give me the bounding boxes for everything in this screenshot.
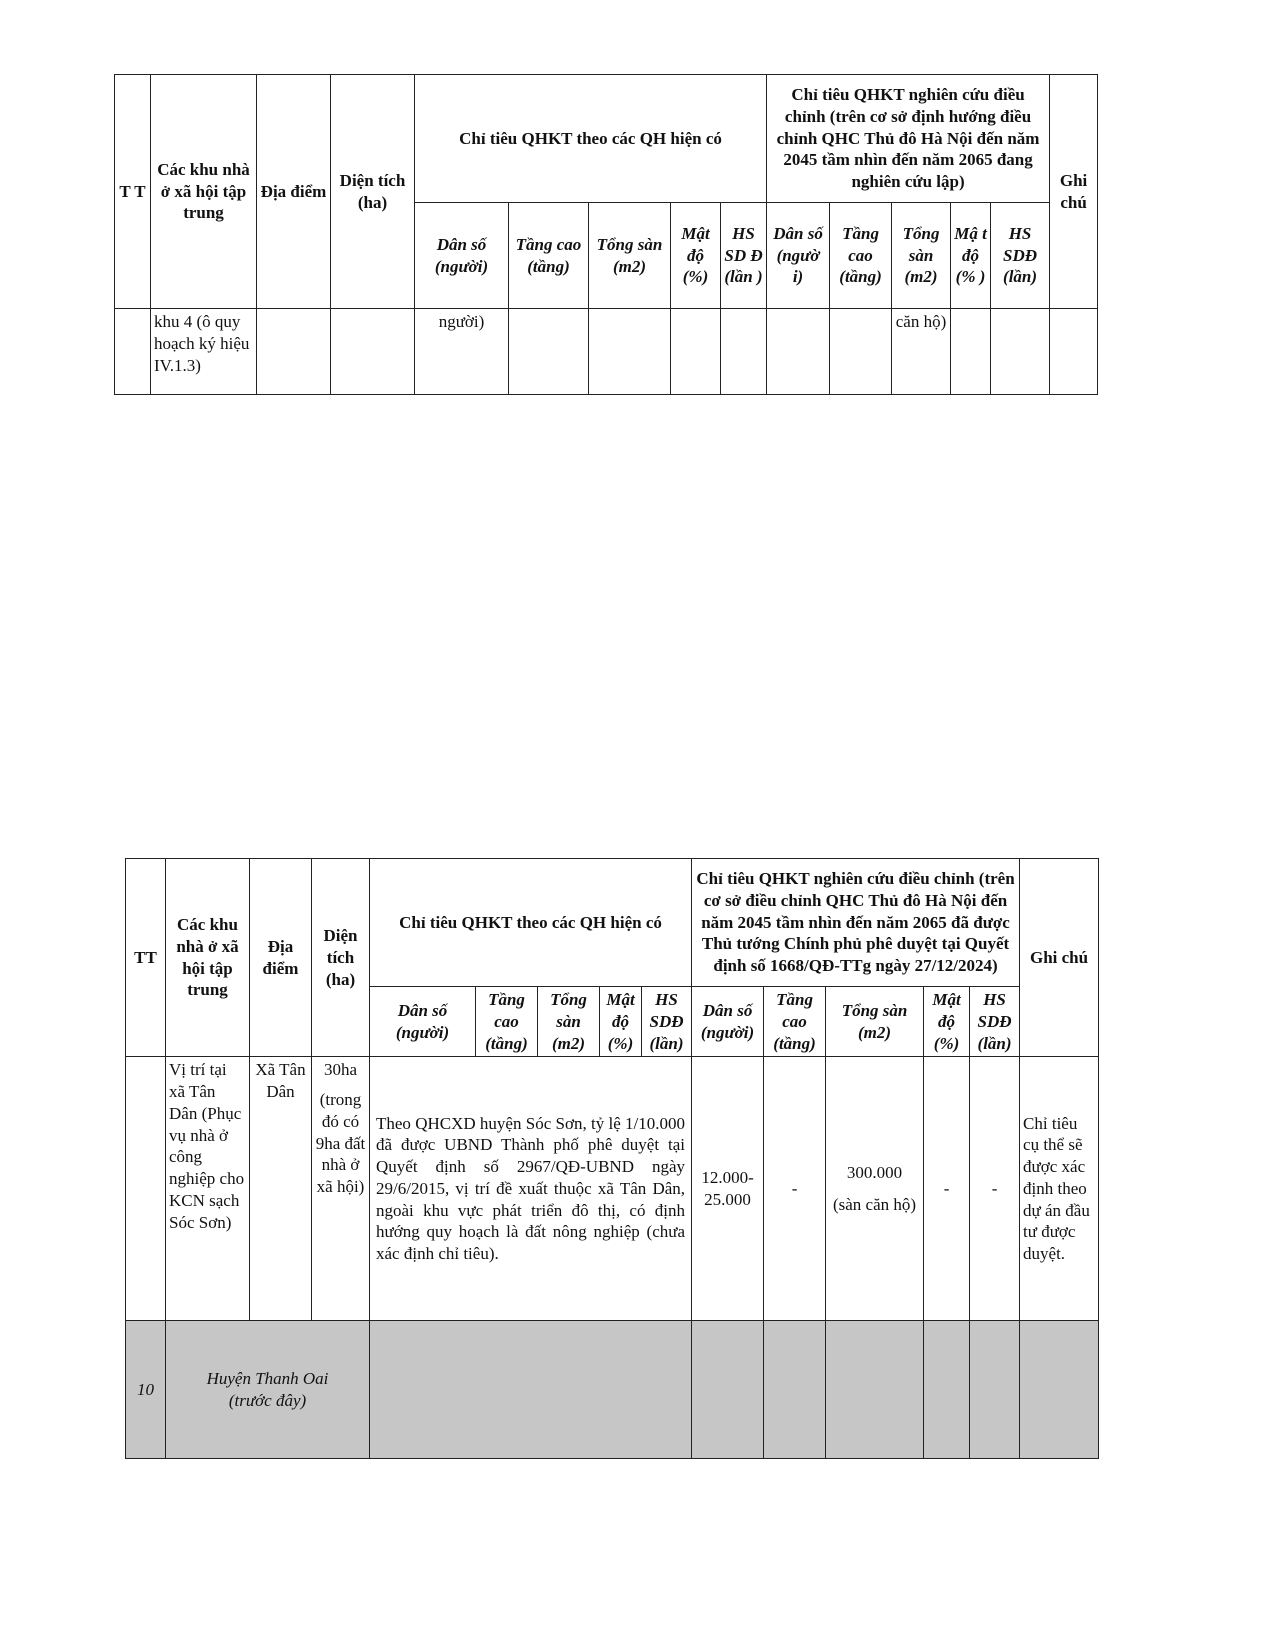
sub-header-mat-do-adjust: Mật độ (%) (924, 987, 970, 1057)
tong-san-value: 300.000 (846, 1163, 903, 1182)
sub-header-dan-so-adjust: Dân số (ngườ i) (767, 203, 830, 309)
cell-hs-sdd (721, 309, 767, 395)
cell-tang-cao-adjust (830, 309, 892, 395)
cell-tong-san-adjust (826, 1057, 924, 1321)
cell-tang-cao-adjust: - (764, 1057, 826, 1321)
cell-dien-tich (331, 309, 415, 395)
cell-tong-san (589, 309, 671, 395)
sub-header-tang-cao: Tầng cao (tầng) (509, 203, 589, 309)
cell-mat-do-adjust: - (924, 1057, 970, 1321)
planning-table-1 (114, 74, 1098, 395)
cell-existing-text: Theo QHCXD huyện Sóc Sơn, tỷ lệ 1/10.000 đã được UBND Thành phố phê duyệt tại Quyết định số 2967/QĐ-UBND ngày 29/6/2015, vị trí đề xuất thuộc xã Tân Dân, ngoài khu vực phát triển đô thị, có định hướng quy hoạch là đất nông nghiệp (chưa xác định chỉ tiêu). (370, 1057, 692, 1321)
cell-dia-diem: Xã Tân Dân (250, 1057, 312, 1321)
cell-hs-sdd-adjust: - (970, 1057, 1020, 1321)
sub-header-tong-san-adjust: Tổng sàn (m2) (892, 203, 951, 309)
dien-tich-value: 30ha (323, 1060, 358, 1080)
group-header-existing: Chỉ tiêu QHKT theo các QH hiện có (370, 859, 692, 987)
col-header-tt: TT (126, 859, 166, 1057)
group-row-tt: 10 (126, 1321, 166, 1459)
sub-header-hs-sdd: HS SDĐ (lần) (642, 987, 692, 1057)
group-row-cell (826, 1321, 924, 1459)
sub-header-hs-sdd: HS SD Đ (lần ) (721, 203, 767, 309)
sub-header-mat-do: Mật độ (%) (671, 203, 721, 309)
group-header-existing: Chỉ tiêu QHKT theo các QH hiện có (415, 75, 767, 203)
cell-tang-cao (509, 309, 589, 395)
group-header-adjust: Chỉ tiêu QHKT nghiên cứu điều chỉnh (trên cơ sở định hướng điều chỉnh QHC Thủ đô Hà Nội đến năm 2045 tầm nhìn đến năm 2065 đang nghiên cứu lập) (767, 75, 1050, 203)
cell-ghi-chu: Chỉ tiêu cụ thể sẽ được xác định theo dự án đầu tư được duyệt. (1020, 1057, 1099, 1321)
sub-header-tang-cao-adjust: Tầng cao (tầng) (764, 987, 826, 1057)
cell-dan-so: người) (415, 309, 509, 395)
sub-header-tang-cao: Tầng cao (tầng) (476, 987, 538, 1057)
sub-header-tong-san: Tổng sàn (m2) (589, 203, 671, 309)
sub-header-mat-do: Mật độ (%) (600, 987, 642, 1057)
sub-header-dan-so: Dân số (người) (415, 203, 509, 309)
cell-mat-do-adjust (951, 309, 991, 395)
col-header-dia-diem: Địa điểm (257, 75, 331, 309)
col-header-dien-tich: Diện tích (ha) (331, 75, 415, 309)
sub-header-tong-san-adjust: Tổng sàn (m2) (826, 987, 924, 1057)
col-header-dien-tich: Diện tích (ha) (312, 859, 370, 1057)
col-header-tt: T T (115, 75, 151, 309)
group-row-name: Huyện Thanh Oai (trước đây) (166, 1321, 370, 1459)
cell-hs-sdd-adjust (991, 309, 1050, 395)
group-row-cell (764, 1321, 826, 1459)
sub-header-tang-cao-adjust: Tầng cao (tầng) (830, 203, 892, 309)
group-header-adjust: Chỉ tiêu QHKT nghiên cứu điều chỉnh (trên cơ sở điều chỉnh QHC Thủ đô Hà Nội đến năm 2045 tầm nhìn đến năm 2065 đã được Thủ tướng Chính phủ phê duyệt tại Quyết định số 1668/QĐ-TTg ngày 27/12/2024) (692, 859, 1020, 987)
col-header-khu: Các khu nhà ở xã hội tập trung (151, 75, 257, 309)
col-header-ghi-chu: Ghi chú (1050, 75, 1098, 309)
col-header-khu: Các khu nhà ở xã hội tập trung (166, 859, 250, 1057)
cell-khu: Vị trí tại xã Tân Dân (Phục vụ nhà ở công nghiệp cho KCN sạch Sóc Sơn) (166, 1057, 250, 1321)
cell-dia-diem (257, 309, 331, 395)
col-header-ghi-chu: Ghi chú (1020, 859, 1099, 1057)
cell-mat-do (671, 309, 721, 395)
planning-table-2 (125, 858, 1099, 1459)
col-header-dia-diem: Địa điểm (250, 859, 312, 1057)
sub-header-hs-sdd-adjust: HS SDĐ (lần) (970, 987, 1020, 1057)
group-row-cell (924, 1321, 970, 1459)
cell-dan-so-adjust (767, 309, 830, 395)
sub-header-hs-sdd-adjust: HS SDĐ (lần) (991, 203, 1050, 309)
cell-tt (126, 1057, 166, 1321)
sub-header-mat-do-adjust: Mậ t độ (% ) (951, 203, 991, 309)
cell-tong-san-adjust: căn hộ) (892, 309, 951, 395)
group-row-cell (970, 1321, 1020, 1459)
cell-dan-so-adjust: 12.000-25.000 (692, 1057, 764, 1321)
dien-tich-note: (trong đó có 9ha đất nhà ở xã hội) (315, 1090, 366, 1196)
group-row-cell (692, 1321, 764, 1459)
cell-khu: khu 4 (ô quy hoạch ký hiệu IV.1.3) (151, 309, 257, 395)
sub-header-dan-so-adjust: Dân số (người) (692, 987, 764, 1057)
group-row-cell (1020, 1321, 1099, 1459)
cell-tt (115, 309, 151, 395)
group-row-existing (370, 1321, 692, 1459)
cell-dien-tich (312, 1057, 370, 1321)
cell-ghi-chu (1050, 309, 1098, 395)
tong-san-note: (sàn căn hộ) (832, 1194, 917, 1214)
sub-header-tong-san: Tổng sàn (m2) (538, 987, 600, 1057)
sub-header-dan-so: Dân số (người) (370, 987, 476, 1057)
